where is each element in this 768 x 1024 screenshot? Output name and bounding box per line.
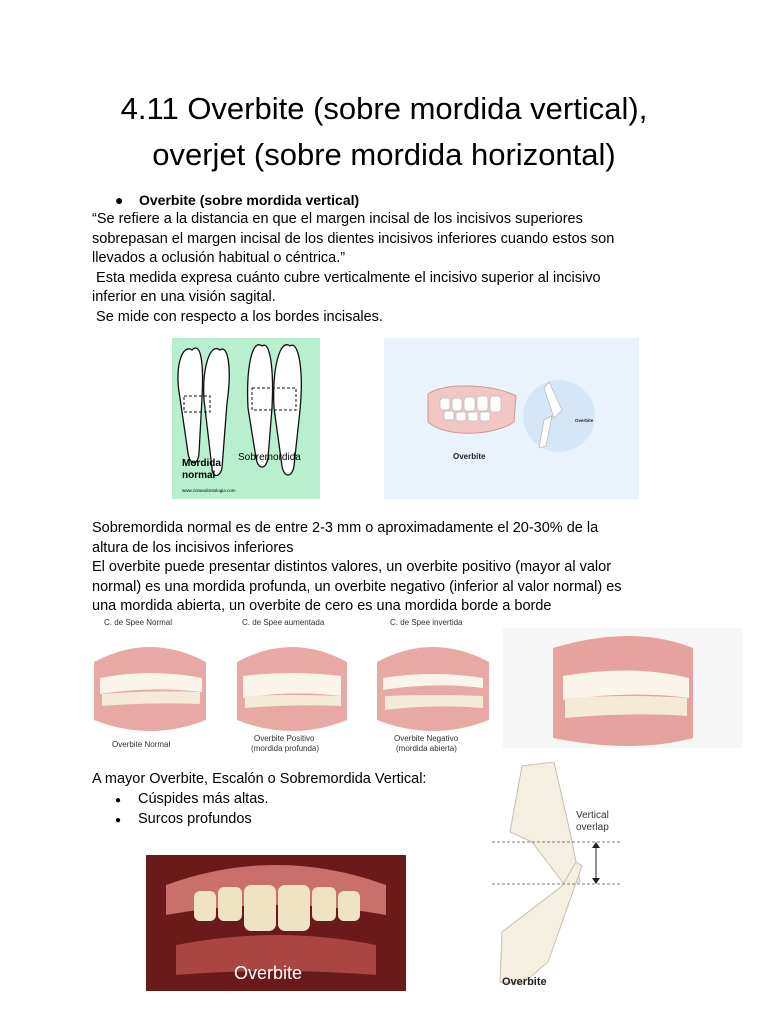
normal-values-paragraph bbox=[92, 519, 692, 617]
deep-bite-caption: (mordida profunda) bbox=[251, 744, 320, 753]
section-heading-text: Overbite (sobre mordida vertical) bbox=[139, 192, 360, 208]
overbite-closeup-photo bbox=[503, 628, 743, 748]
sobremordida-label: Sobremordida bbox=[238, 452, 301, 463]
text-line: Sobremordida normal es de entre 2-3 mm o aproximadamente el 20-30% de la bbox=[92, 520, 599, 536]
open-bite-caption: (mordida abierta) bbox=[396, 744, 457, 753]
teeth-outline-icon bbox=[172, 338, 320, 499]
title-line-2: overjet (sobre mordida horizontal) bbox=[152, 137, 616, 172]
list-item: ● Surcos profundos bbox=[92, 810, 269, 830]
text-line: normal) es una mordida profunda, un overbite negativo (inferior al valor normal) es bbox=[92, 578, 622, 595]
overbite-small-label: Overbite bbox=[575, 418, 594, 423]
photo-overbite-label: Overbite bbox=[234, 963, 303, 983]
mordida-label: Mordida bbox=[182, 458, 221, 469]
text-line: “Se refiere a la distancia en que el margen incisal de los incisivos superiores bbox=[92, 211, 583, 227]
spee-normal-caption: C. de Spee Normal bbox=[104, 618, 173, 627]
list-item: ● Cúspides más altas. bbox=[92, 790, 269, 810]
overbite-label: Overbite bbox=[453, 452, 486, 461]
page-title bbox=[40, 86, 728, 178]
jaw-illustration-icon bbox=[384, 338, 639, 499]
bullet-list bbox=[92, 790, 269, 829]
title-line-1: 4.11 Overbite (sobre mordida vertical), bbox=[120, 91, 648, 126]
diagram-caption: Overbite bbox=[502, 976, 547, 988]
text-line: una mordida abierta, un overbite de cero es una mordida borde a borde bbox=[92, 598, 552, 614]
spee-normal-photo bbox=[94, 632, 206, 732]
text-line: altura de los incisivos inferiores bbox=[92, 539, 294, 556]
spee-increased-photo bbox=[237, 632, 347, 732]
spee-increased-caption: C. de Spee aumentada bbox=[242, 618, 325, 627]
overbite-mouth-photo bbox=[146, 855, 406, 991]
overbite-negative-caption: Overbite Negativo bbox=[394, 734, 459, 743]
source-url-label: www.zonaodontologia.com bbox=[182, 488, 236, 493]
text-line: Esta medida expresa cuánto cubre verticalmente el incisivo superior al incisivo bbox=[92, 269, 601, 286]
text-line: llevados a oclusión habitual o céntrica.” bbox=[92, 250, 346, 266]
section-heading bbox=[117, 192, 359, 208]
vertical-overlap-diagram bbox=[492, 762, 622, 992]
overbite-positive-caption: Overbite Positivo bbox=[254, 734, 315, 743]
spee-inverted-photo bbox=[377, 632, 489, 732]
text-line: A mayor Overbite, Escalón o Sobremordida Vertical: bbox=[92, 771, 427, 787]
overbite-normal-caption: Overbite Normal bbox=[112, 740, 171, 749]
text-line: sobrepasan el margen incisal de los dientes incisivos inferiores cuando estos son bbox=[92, 230, 615, 247]
vertical-label: Vertical bbox=[576, 810, 609, 821]
bullet-icon: ● bbox=[115, 192, 124, 208]
definition-paragraph bbox=[92, 210, 692, 327]
text-line: Se mide con respecto a los bordes incisales. bbox=[92, 308, 383, 325]
text-line: inferior en una visión sagital. bbox=[92, 289, 276, 305]
text-line: El overbite puede presentar distintos valores, un overbite positivo (mayor al valor bbox=[92, 559, 612, 575]
normal-label: normal bbox=[182, 470, 216, 481]
overlap-label: overlap bbox=[576, 822, 609, 833]
spee-inverted-caption: C. de Spee invertida bbox=[390, 618, 463, 627]
overbite-illustration-image bbox=[384, 338, 639, 499]
teeth-diagram-image bbox=[172, 338, 320, 499]
